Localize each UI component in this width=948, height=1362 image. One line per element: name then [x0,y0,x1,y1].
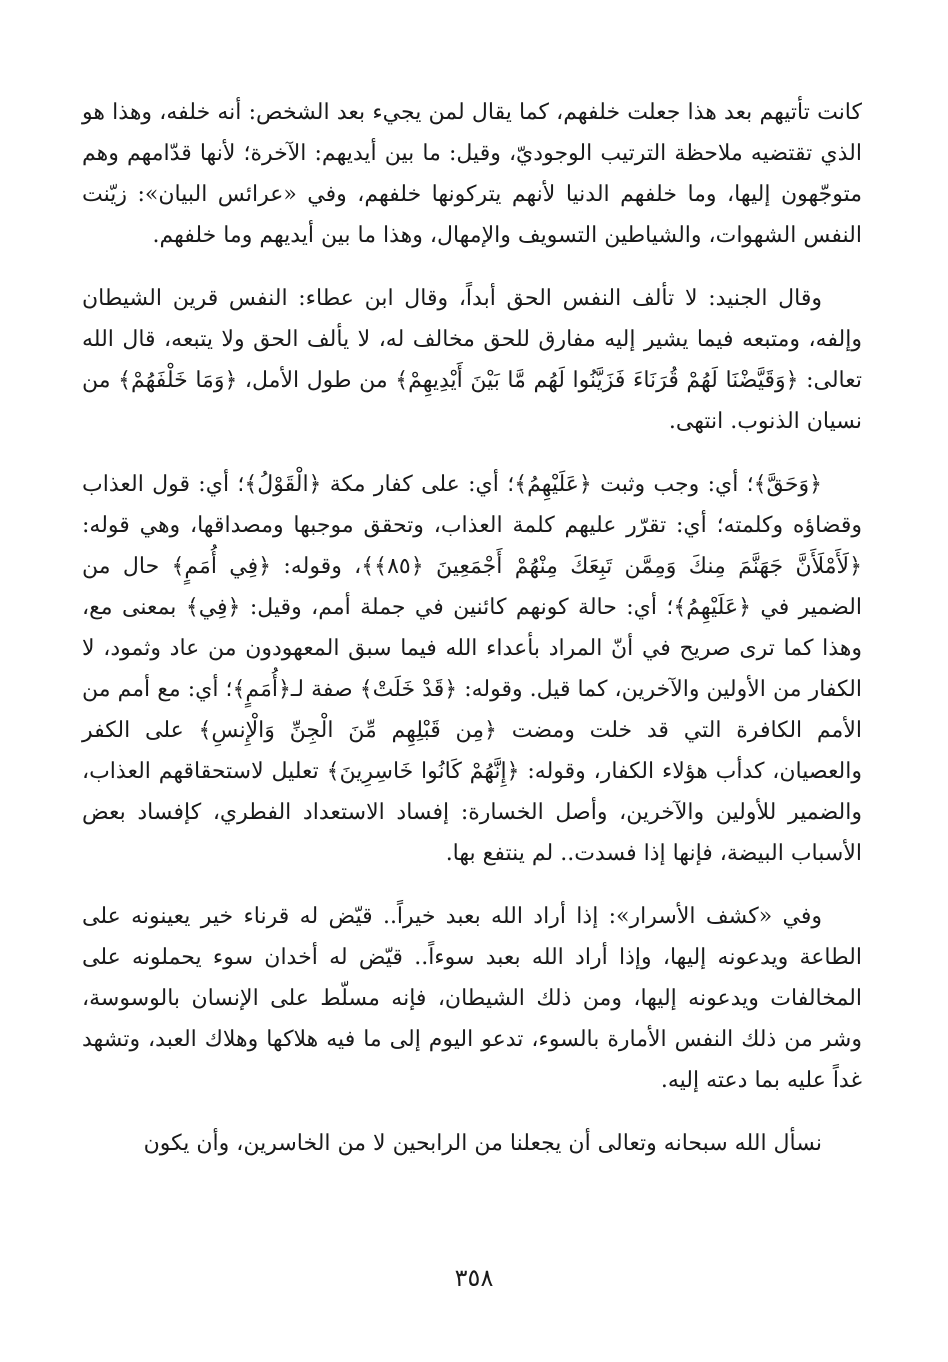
paragraph-4: وفي «كشف الأسرار»: إذا أراد الله بعبد خيراً.. قيّض له قرناء خير يعينونه على الطاعة ويدعونه إليها، وإذا أراد الله بعبد سوءاً.. قيّض له أخدان سوء يحملونه على المخالفات ويدعونه إليها، ومن ذلك الشيطان، فإنه مسلّط على الإنسان بالوسوسة، وشر من ذلك النفس الأمارة بالسوء، تدعو اليوم إلى ما فيه هلاكها وهلاك العبد، وتشهد غداً عليه بما دعته إليه. [82,904,862,1093]
paragraph-3: ﴿وَحَقَّ﴾؛ أي: وجب وثبت ﴿عَلَيْهِمُ﴾؛ أي: على كفار مكة ﴿الْقَوْلُ﴾؛ أي: قول العذاب وقضاؤه وكلمته؛ أي: تقرّر عليهم كلمة العذاب، وتحقق موجبها ومصداقها، وهي قوله: ﴿لَأَمْلَأَنَّ جَهَنَّمَ مِنكَ وَمِمَّن تَبِعَكَ مِنْهُمْ أَجْمَعِينَ ﴿٨٥﴾﴾، وقوله: ﴿فِي أُمَمٍ﴾ حال من الضمير في ﴿عَلَيْهِمُ﴾؛ أي: حالة كونهم كائنين في جملة أمم، وقيل: ﴿فِي﴾ بمعنى مع، وهذا كما ترى صريح في أنّ المراد بأعداء الله فيما سبق المعهودون من عاد وثمود، لا الكفار من الأولين والآخرين، كما قيل. وقوله: ﴿قَدْ خَلَتْ﴾ صفة لـ﴿أُمَمٍ﴾؛ أي: مع أمم من الأمم الكافرة التي قد خلت ومضت ﴿مِن قَبْلِهِم مِّنَ الْجِنِّ وَالْإِنسِ﴾ على الكفر والعصيان، كدأب هؤلاء الكفار، وقوله: ﴿إِنَّهُمْ كَانُوا خَاسِرِينَ﴾ تعليل لاستحقاقهم العذاب، والضمير للأولين والآخرين، وأصل الخسارة: إفساد الاستعداد الفطري، كإفساد بعض الأسباب البيضة، فإنها إذا فسدت.. لم ينتفع بها. [82,472,862,866]
paragraph-2: وقال الجنيد: لا تألف النفس الحق أبداً، وقال ابن عطاء: النفس قرين الشيطان وإلفه، ومتبعه فيما يشير إليه مفارق للحق مخالف له، لا يألف الحق ولا يتبعه، قال الله تعالى: ﴿وَقَيَّضْنَا لَهُمْ قُرَنَاءَ فَزَيَّنُوا لَهُم مَّا بَيْنَ أَيْدِيهِمْ﴾ من طول الأمل، ﴿وَمَا خَلْفَهُمْ﴾ من نسيان الذنوب. انتهى. [82,286,862,434]
page-number: ٣٥٨ [454,1264,494,1292]
paragraph-5: نسأل الله سبحانه وتعالى أن يجعلنا من الرابحين لا من الخاسرين، وأن يكون [143,1131,822,1156]
paragraph-1: كانت تأتيهم بعد هذا جعلت خلفهم، كما يقال لمن يجيء بعد الشخص: أنه خلفه، وهذا هو الذي تقتضيه ملاحظة الترتيب الوجوديّ، وقيل: ما بين أيديهم: الآخرة؛ لأنها قدّامهم وهم متوجّهون إليها، وما خلفهم الدنيا لأنهم يتركونها خلفهم، وفي «عرائس البيان»: زيّنت النفس الشهوات، والشياطين التسويف والإمهال، وهذا ما بين أيديهم وما خلفهم. [82,100,862,248]
